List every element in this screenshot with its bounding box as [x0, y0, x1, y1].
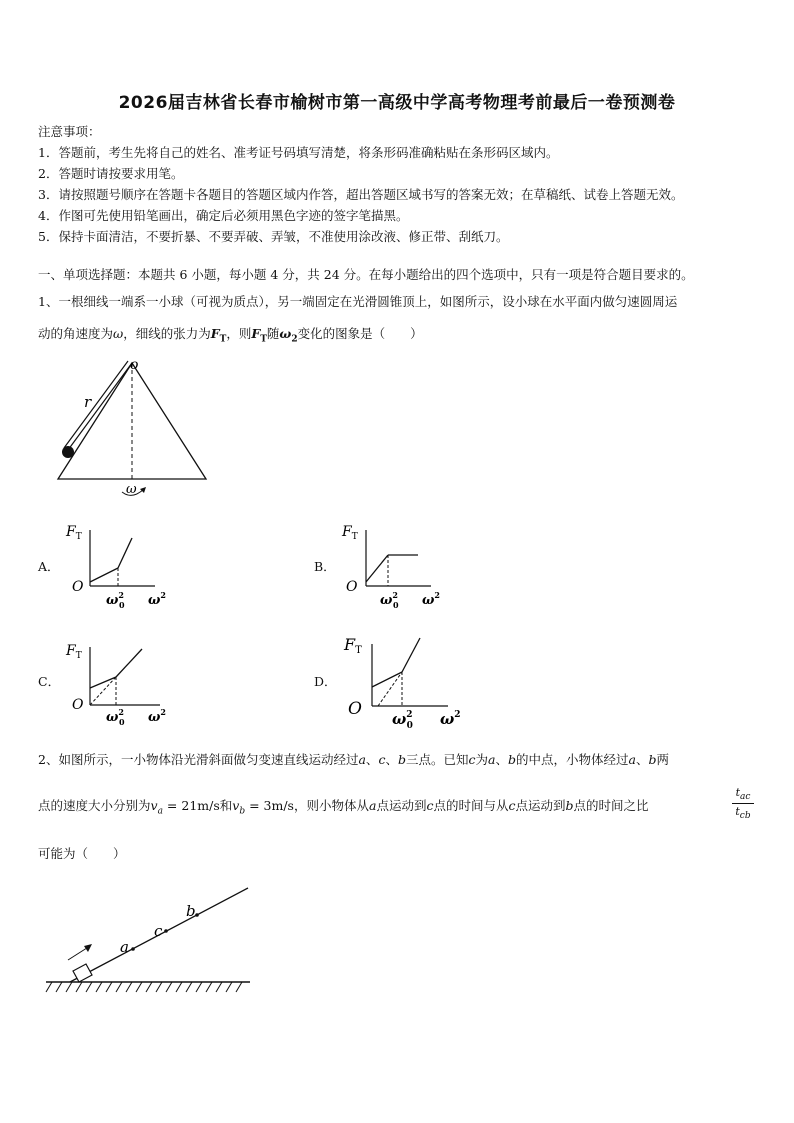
q2-line1: 2、如图所示，一小物体沿光滑斜面做匀变速直线运动经过a、c、b三点。已知c为a、b的中点，小物体经过a、b两	[38, 752, 670, 767]
svg-text:ω20: $\omega^2$ 0	[392, 710, 413, 730]
cone-figure	[50, 355, 220, 505]
svg-text:ω2: $\omega^2$	[422, 590, 440, 608]
svg-text:ω20: $\omega^2$ 0	[106, 707, 125, 727]
svg-text:O: O	[346, 579, 358, 595]
svg-text:FT: FT	[344, 635, 362, 656]
svg-text:O: O	[72, 579, 84, 595]
q1-line1: 1、一根细线一端系一小球（可视为质点），另一端固定在光滑圆锥顶上，如图所示，设小球在水平面内做匀速圆周运	[38, 294, 678, 309]
vertex-label: o	[130, 357, 139, 373]
svg-text:ω20: $\omega^2$ 0	[380, 590, 399, 608]
svg-text:ω2: $\omega^2$	[148, 707, 166, 725]
omega-label: ω	[126, 482, 137, 497]
point-a-label: a	[120, 938, 129, 956]
option-b-graph[interactable]	[336, 518, 456, 608]
svg-text:O: O	[348, 699, 362, 719]
incline-figure	[40, 880, 260, 1000]
svg-text:FT: $F_T$	[66, 524, 82, 542]
svg-text:ω2: $\omega^2$	[440, 710, 461, 728]
q2-line2: 点的速度大小分别为$v_a = 21m/s$和$v_b = 3m/s$，则小物体从a点运动到c点的时间与从c点运动到b点的时间之比	[38, 798, 649, 817]
notice-item-2: 2．答题时请按要求用笔。	[38, 166, 184, 181]
page-title: 2026届吉林省长春市榆树市第一高级中学高考物理考前最后一卷预测卷	[118, 93, 676, 113]
notice-item-5: 5．保持卡面清洁，不要折暴、不要弄破、弄皱，不准使用涂改液、修正带、刮纸刀。	[38, 229, 509, 244]
time-ratio-fraction: $t_{ac}$ $t_{cb}$	[732, 786, 754, 821]
point-c-label: c	[154, 922, 163, 940]
point-b-label: b	[186, 902, 196, 920]
option-a-graph[interactable]	[60, 518, 180, 608]
option-b-label[interactable]: B．	[314, 559, 336, 574]
notice-item-4: 4．作图可先使用铅笔画出，确定后必须用黑色字迹的签字笔描黑。	[38, 208, 409, 223]
svg-text:FT: $F_T$	[342, 524, 358, 542]
q2-line3: 可能为（ ）	[38, 846, 126, 861]
svg-text:ω20: $\omega^2$ 0	[106, 590, 125, 608]
option-c-graph[interactable]	[60, 635, 180, 727]
section-heading: 一、单项选择题：本题共 6 小题，每小题 4 分，共 24 分。在每小题给出的四个选项中，只有一项是符合题目要求的。	[38, 267, 694, 282]
option-d-label[interactable]: D．	[314, 674, 337, 689]
svg-text:FT: $F_T$	[66, 643, 82, 661]
notice-item-1: 1．答题前，考生先将自己的姓名、准考证号码填写清楚，将条形码准确粘贴在条形码区域内。	[38, 145, 559, 160]
svg-text:ω2: $\omega^2$	[148, 590, 166, 608]
radius-label: r	[84, 393, 92, 411]
ball	[62, 446, 74, 458]
notice-heading: 注意事项：	[38, 124, 101, 139]
option-a-label[interactable]: A．	[38, 559, 60, 574]
svg-text:O: O	[72, 697, 84, 713]
option-c-label[interactable]: C．	[38, 674, 61, 689]
notice-item-3: 3．请按照题号顺序在答题卡各题目的答题区域内作答，超出答题区域书写的答案无效；在草稿纸、试卷上答题无效。	[38, 187, 684, 202]
option-d-graph[interactable]	[336, 630, 466, 730]
q1-line2: 动的角速度为ω，细线的张力为$F_T$，则$F_T$随$\omega_2$变化的图象是（ ）	[38, 326, 423, 345]
